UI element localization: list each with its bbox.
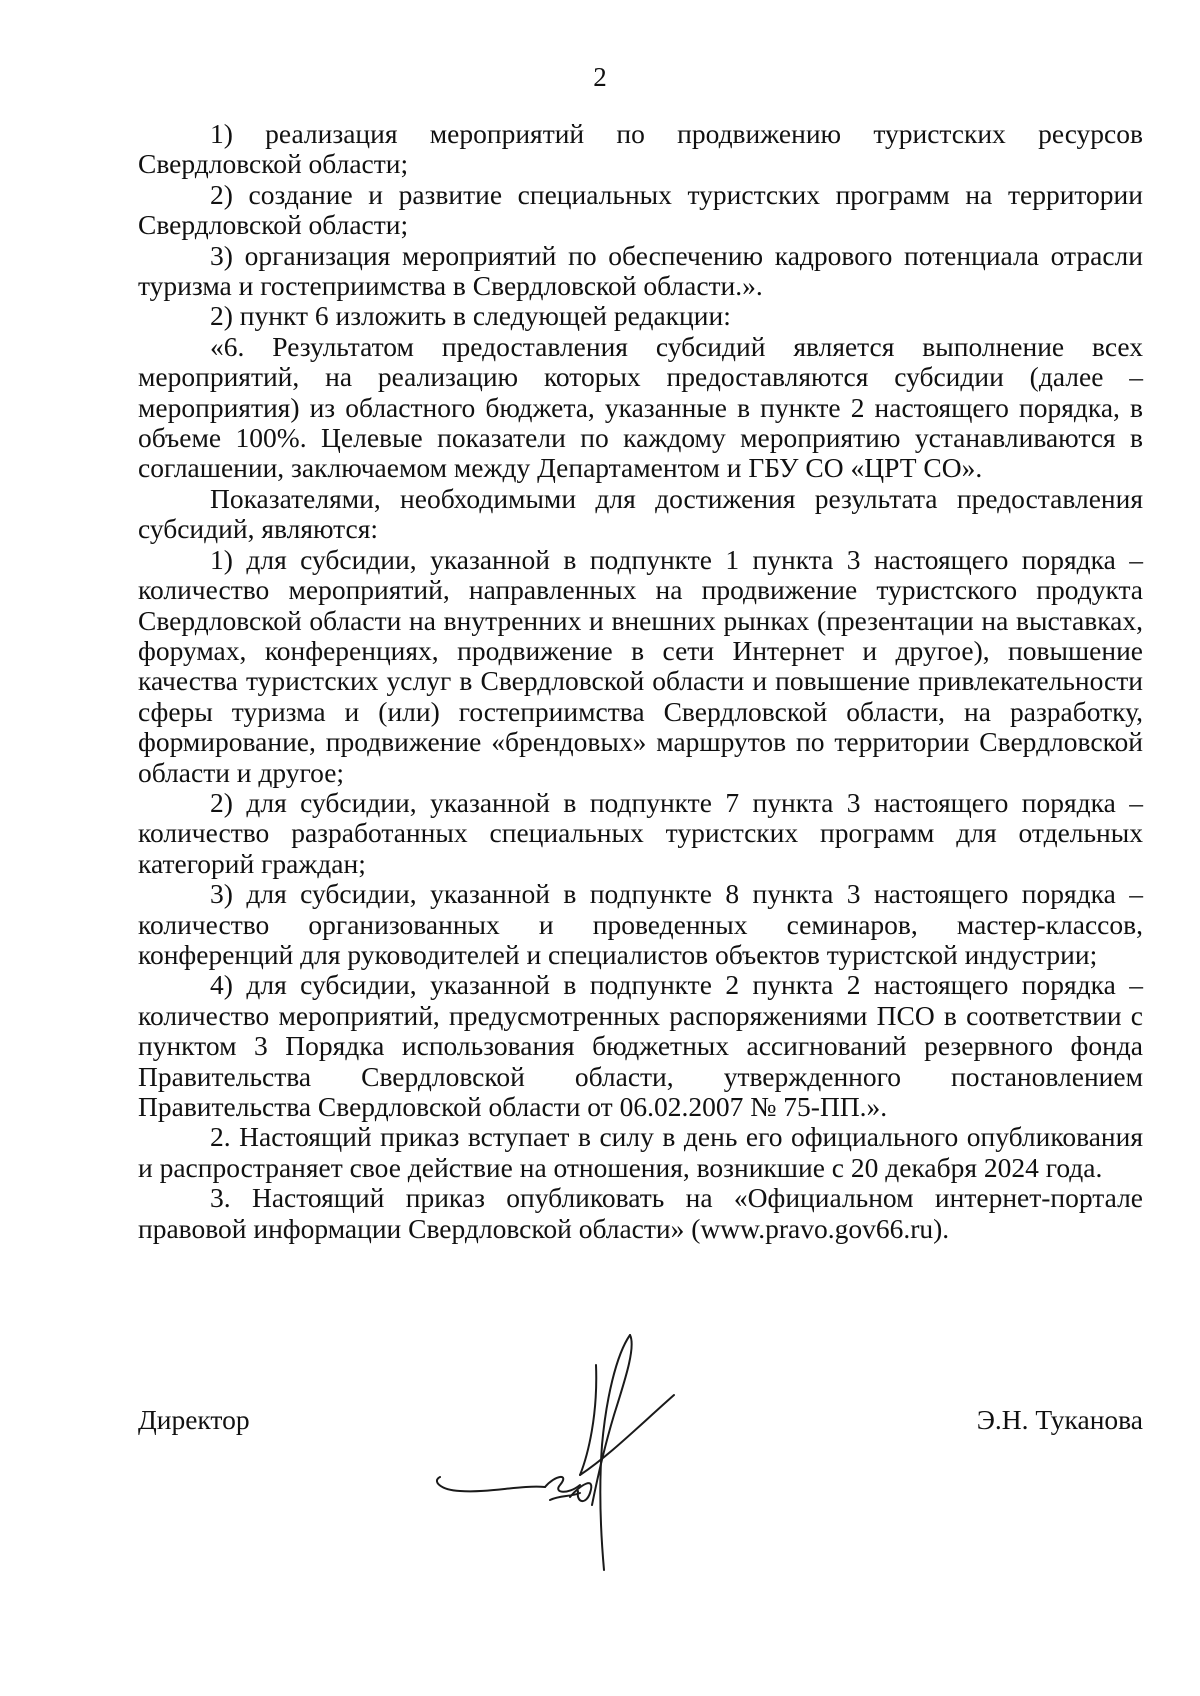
document-body (138, 119, 1143, 1244)
signatory-title: Директор (138, 1404, 250, 1435)
paragraph-indicators-intro: Показателями, необходимыми для достижения результата предоставления субсидий, являются: (138, 482, 1143, 545)
paragraph-indicator-2: 2) для субсидии, указанной в подпункте 7 пункта 3 настоящего порядка – количество разработанных специальных туристских программ для отдельных категорий граждан; (138, 786, 1143, 879)
paragraph-indicator-4: 4) для субсидии, указанной в подпункте 2 пункта 2 настоящего порядка – количество мероприятий, предусмотренных распоряжениями ПСО в соответствии с пунктом 3 Порядка использования бюджетных ассигнований резервного фонда Правительства Свердловской области, утвержденного постановлением Правительства Свердловской области от 06.02.2007 № 75-ПП.». (138, 969, 1143, 1122)
paragraph-item-2: 2) создание и развитие специальных туристских программ на территории Свердловской области; (138, 178, 1143, 241)
page-number: 2 (593, 62, 607, 92)
paragraph-item-3: 3) организация мероприятий по обеспечению кадрового потенциала отрасли туризма и гостеприимства в Свердловской области.». (138, 239, 1143, 302)
signatory-name: Э.Н. Туканова (976, 1404, 1143, 1435)
paragraph-amend-point-6: 2) пункт 6 изложить в следующей редакции: (210, 300, 731, 332)
handwritten-signature (420, 1325, 700, 1575)
paragraph-indicator-1: 1) для субсидии, указанной в подпункте 1 пункта 3 настоящего порядка – количество мероприятий, направленных на продвижение туристского продукта Свердловской области на внутренних и внешних рынках (презентации на выставках, форумах, конференциях, продвижение в сети Интернет и другое), повышение качества туристских услуг в Свердловской области и повышение привлекательности сферы туризма и (или) гостеприимства Свердловской области, на разработку, формирование, продвижение «брендовых» маршрутов по территории Свердловской области и другое; (138, 543, 1143, 788)
paragraph-indicator-3: 3) для субсидии, указанной в подпункте 8 пункта 3 настоящего порядка – количество организованных и проведенных семинаров, мастер-классов, конференций для руководителей и специалистов объектов туристской индустрии; (138, 878, 1143, 970)
paragraph-item-1: 1) реализация мероприятий по продвижению туристских ресурсов Свердловской области; (138, 118, 1143, 180)
paragraph-point-6-result: «6. Результатом предоставления субсидий является выполнение всех мероприятий, на реализацию которых предоставляются субсидии (далее – мероприятия) из областного бюджета, указанные в пункте 2 настоящего порядка, в объеме 100%. Целевые показатели по каждому мероприятию устанавливаются в соглашении, заключаемом между Департаментом и ГБУ СО «ЦРТ СО». (138, 330, 1143, 484)
paragraph-publication: 3. Настоящий приказ опубликовать на «Официальном интернет-портале правовой информации Свердловской области» (www.pravo.gov66.ru). (138, 1182, 1143, 1244)
paragraph-effective-date: 2. Настоящий приказ вступает в силу в день его официального опубликования и распространяет свое действие на отношения, возникшие с 20 декабря 2024 года. (138, 1121, 1143, 1183)
